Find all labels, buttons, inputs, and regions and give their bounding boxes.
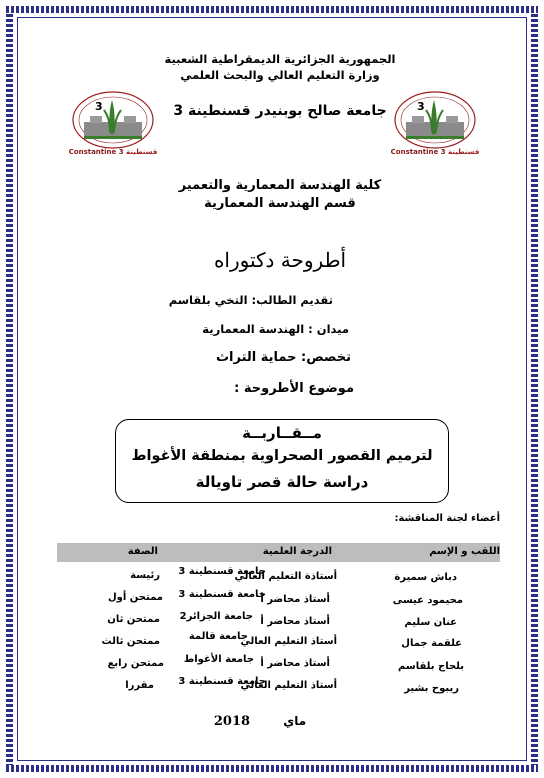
subject-line-3: دراسة حالة قصر تاويالة xyxy=(195,473,369,491)
header-role: الصفة xyxy=(127,546,158,557)
member-name: بلحاج بلقاسم xyxy=(398,661,464,672)
member-institution: جامعة قسنطينة 3 xyxy=(178,589,266,600)
member-grade: أستاذ محاضر أ xyxy=(260,594,330,605)
member-role: ممتحن رابع xyxy=(107,658,164,669)
member-name: محيمود عيسى xyxy=(392,595,463,606)
university-logo-left xyxy=(68,88,158,158)
logo-caption-latin: Constantine 3 xyxy=(390,148,446,156)
subject-label: موضوع الأطروحة : xyxy=(234,381,354,396)
member-role: رئيسة xyxy=(130,570,160,581)
member-grade: أستاذ محاضر أ xyxy=(260,658,330,669)
header-name: اللقب و الإسم xyxy=(429,546,500,557)
logo-caption-latin: Constantine 3 xyxy=(68,148,124,156)
svg-text:3: 3 xyxy=(417,100,425,113)
ministry-heading: وزارة التعليم العالي والبحث العلمي xyxy=(180,68,380,82)
member-name: عنان سليم xyxy=(404,617,457,628)
presented-by: تقديم الطالب: التخي بلقاسم xyxy=(168,293,333,307)
member-name: علقمة جمال xyxy=(401,638,462,649)
field-line: ميدان : الهندسة المعمارية xyxy=(202,322,349,336)
date-year: 2018 xyxy=(213,714,251,729)
member-institution: جامعة الأغواط xyxy=(183,654,254,665)
subject-line-2: لترميم القصور الصحراوية بمنطقة الأغواط xyxy=(131,448,433,464)
member-institution: جامعة قسنطينة 3 xyxy=(178,676,266,687)
member-role: ممتحن ثالث xyxy=(101,636,160,647)
department-name: قسم الهندسة المعمارية xyxy=(204,196,356,211)
member-role: ممتحن ثان xyxy=(107,614,160,625)
subject-line-1: مــقــاربــة xyxy=(242,424,322,442)
member-grade: أستاذ التعليم العالي xyxy=(240,680,337,691)
university-seal-icon xyxy=(68,88,158,150)
logo-caption-arabic: قسنطينة xyxy=(126,148,158,156)
member-institution: جامعة الجزائر2 xyxy=(179,611,253,622)
date-month: ماي xyxy=(283,714,307,728)
member-name: دباش سميرة xyxy=(394,572,457,583)
member-institution: جامعة قسنطينة 3 xyxy=(178,566,266,577)
member-grade: أستاذ التعليم العالي xyxy=(240,636,337,647)
university-name: جامعة صالح بوبنيدر قسنطينة 3 xyxy=(173,103,387,119)
university-logo-right xyxy=(390,88,480,158)
member-role: ممتحن أول xyxy=(108,592,163,603)
member-institution: جامعة قالمة xyxy=(188,631,248,642)
specialty-line: تخصص: حماية التراث xyxy=(215,350,351,365)
republic-heading: الجمهورية الجزائرية الديمقراطية الشعبية xyxy=(164,52,396,66)
svg-text:3: 3 xyxy=(95,100,103,113)
member-grade: أستاذ محاضر أ xyxy=(260,616,330,627)
committee-title: أعضاء لجنة المناقشة: xyxy=(394,513,500,524)
member-name: ريبوح بشير xyxy=(404,683,459,694)
member-role: مقررا xyxy=(125,680,154,691)
thesis-type-title: أطروحة دكتوراه xyxy=(213,248,347,272)
header-grade: الدرجة العلمية xyxy=(262,546,332,557)
member-grade: أستاذة التعليم العالي xyxy=(234,571,337,582)
university-seal-icon xyxy=(390,88,480,150)
defense-date xyxy=(200,710,320,729)
logo-caption-arabic: قسنطينة xyxy=(448,148,480,156)
faculty-name: كلية الهندسة المعمارية والتعمير xyxy=(178,178,382,193)
